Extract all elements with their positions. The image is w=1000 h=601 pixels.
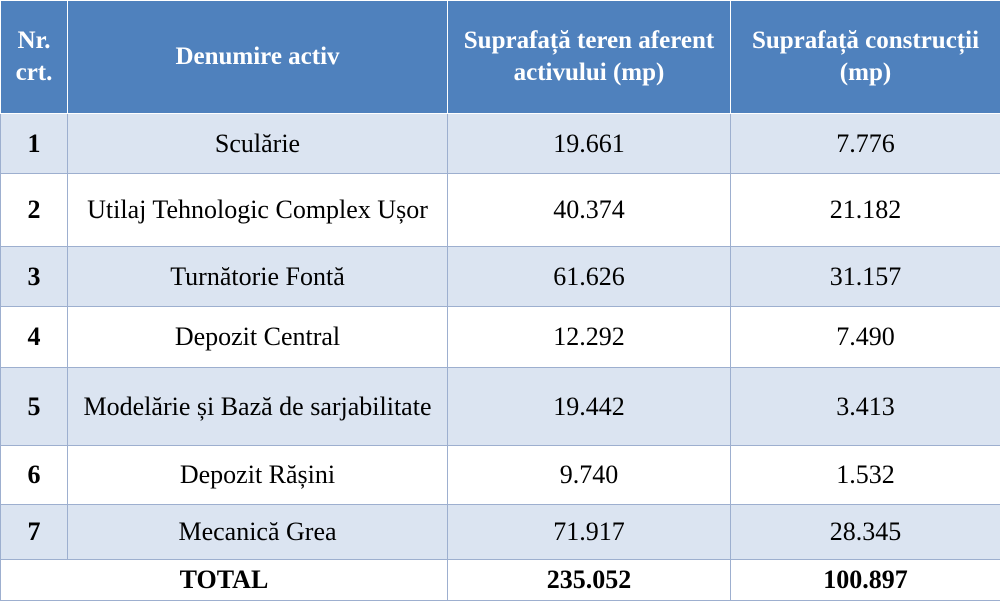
row-built-area: 7.776 [731, 114, 1000, 174]
row-name: Depozit Rășini [68, 446, 448, 505]
row-built-area: 7.490 [731, 307, 1000, 368]
row-built-area: 28.345 [731, 505, 1000, 560]
row-land-area: 40.374 [448, 174, 731, 247]
table-footer [1, 560, 1000, 601]
table-row [1, 446, 1000, 505]
header-land-area: Suprafață teren aferent activului (mp) [448, 1, 731, 114]
row-name: Modelărie și Bază de sarjabilitate [68, 368, 448, 446]
total-built-area: 100.897 [731, 560, 1000, 601]
table-row [1, 505, 1000, 560]
table-body [1, 114, 1000, 560]
row-nr: 7 [1, 505, 68, 560]
row-land-area: 71.917 [448, 505, 731, 560]
header-name: Denumire activ [68, 1, 448, 114]
row-land-area: 9.740 [448, 446, 731, 505]
row-nr: 6 [1, 446, 68, 505]
row-name: Turnătorie Fontă [68, 247, 448, 307]
header-built-area: Suprafață construcții (mp) [731, 1, 1000, 114]
row-nr: 5 [1, 368, 68, 446]
row-nr: 1 [1, 114, 68, 174]
row-name: Depozit Central [68, 307, 448, 368]
table-row [1, 174, 1000, 247]
row-land-area: 19.661 [448, 114, 731, 174]
table-header [1, 1, 1000, 114]
row-built-area: 31.157 [731, 247, 1000, 307]
row-built-area: 21.182 [731, 174, 1000, 247]
table-row [1, 114, 1000, 174]
total-row [1, 560, 1000, 601]
row-land-area: 12.292 [448, 307, 731, 368]
row-name: Sculărie [68, 114, 448, 174]
table-row [1, 247, 1000, 307]
row-nr: 3 [1, 247, 68, 307]
row-nr: 4 [1, 307, 68, 368]
row-land-area: 61.626 [448, 247, 731, 307]
row-name: Utilaj Tehnologic Complex Ușor [68, 174, 448, 247]
table-row [1, 368, 1000, 446]
row-land-area: 19.442 [448, 368, 731, 446]
header-nr: Nr. crt. [1, 1, 68, 114]
total-land-area: 235.052 [448, 560, 731, 601]
row-nr: 2 [1, 174, 68, 247]
table-row [1, 307, 1000, 368]
row-built-area: 3.413 [731, 368, 1000, 446]
total-label: TOTAL [1, 560, 448, 601]
row-built-area: 1.532 [731, 446, 1000, 505]
header-row [1, 1, 1000, 114]
row-name: Mecanică Grea [68, 505, 448, 560]
